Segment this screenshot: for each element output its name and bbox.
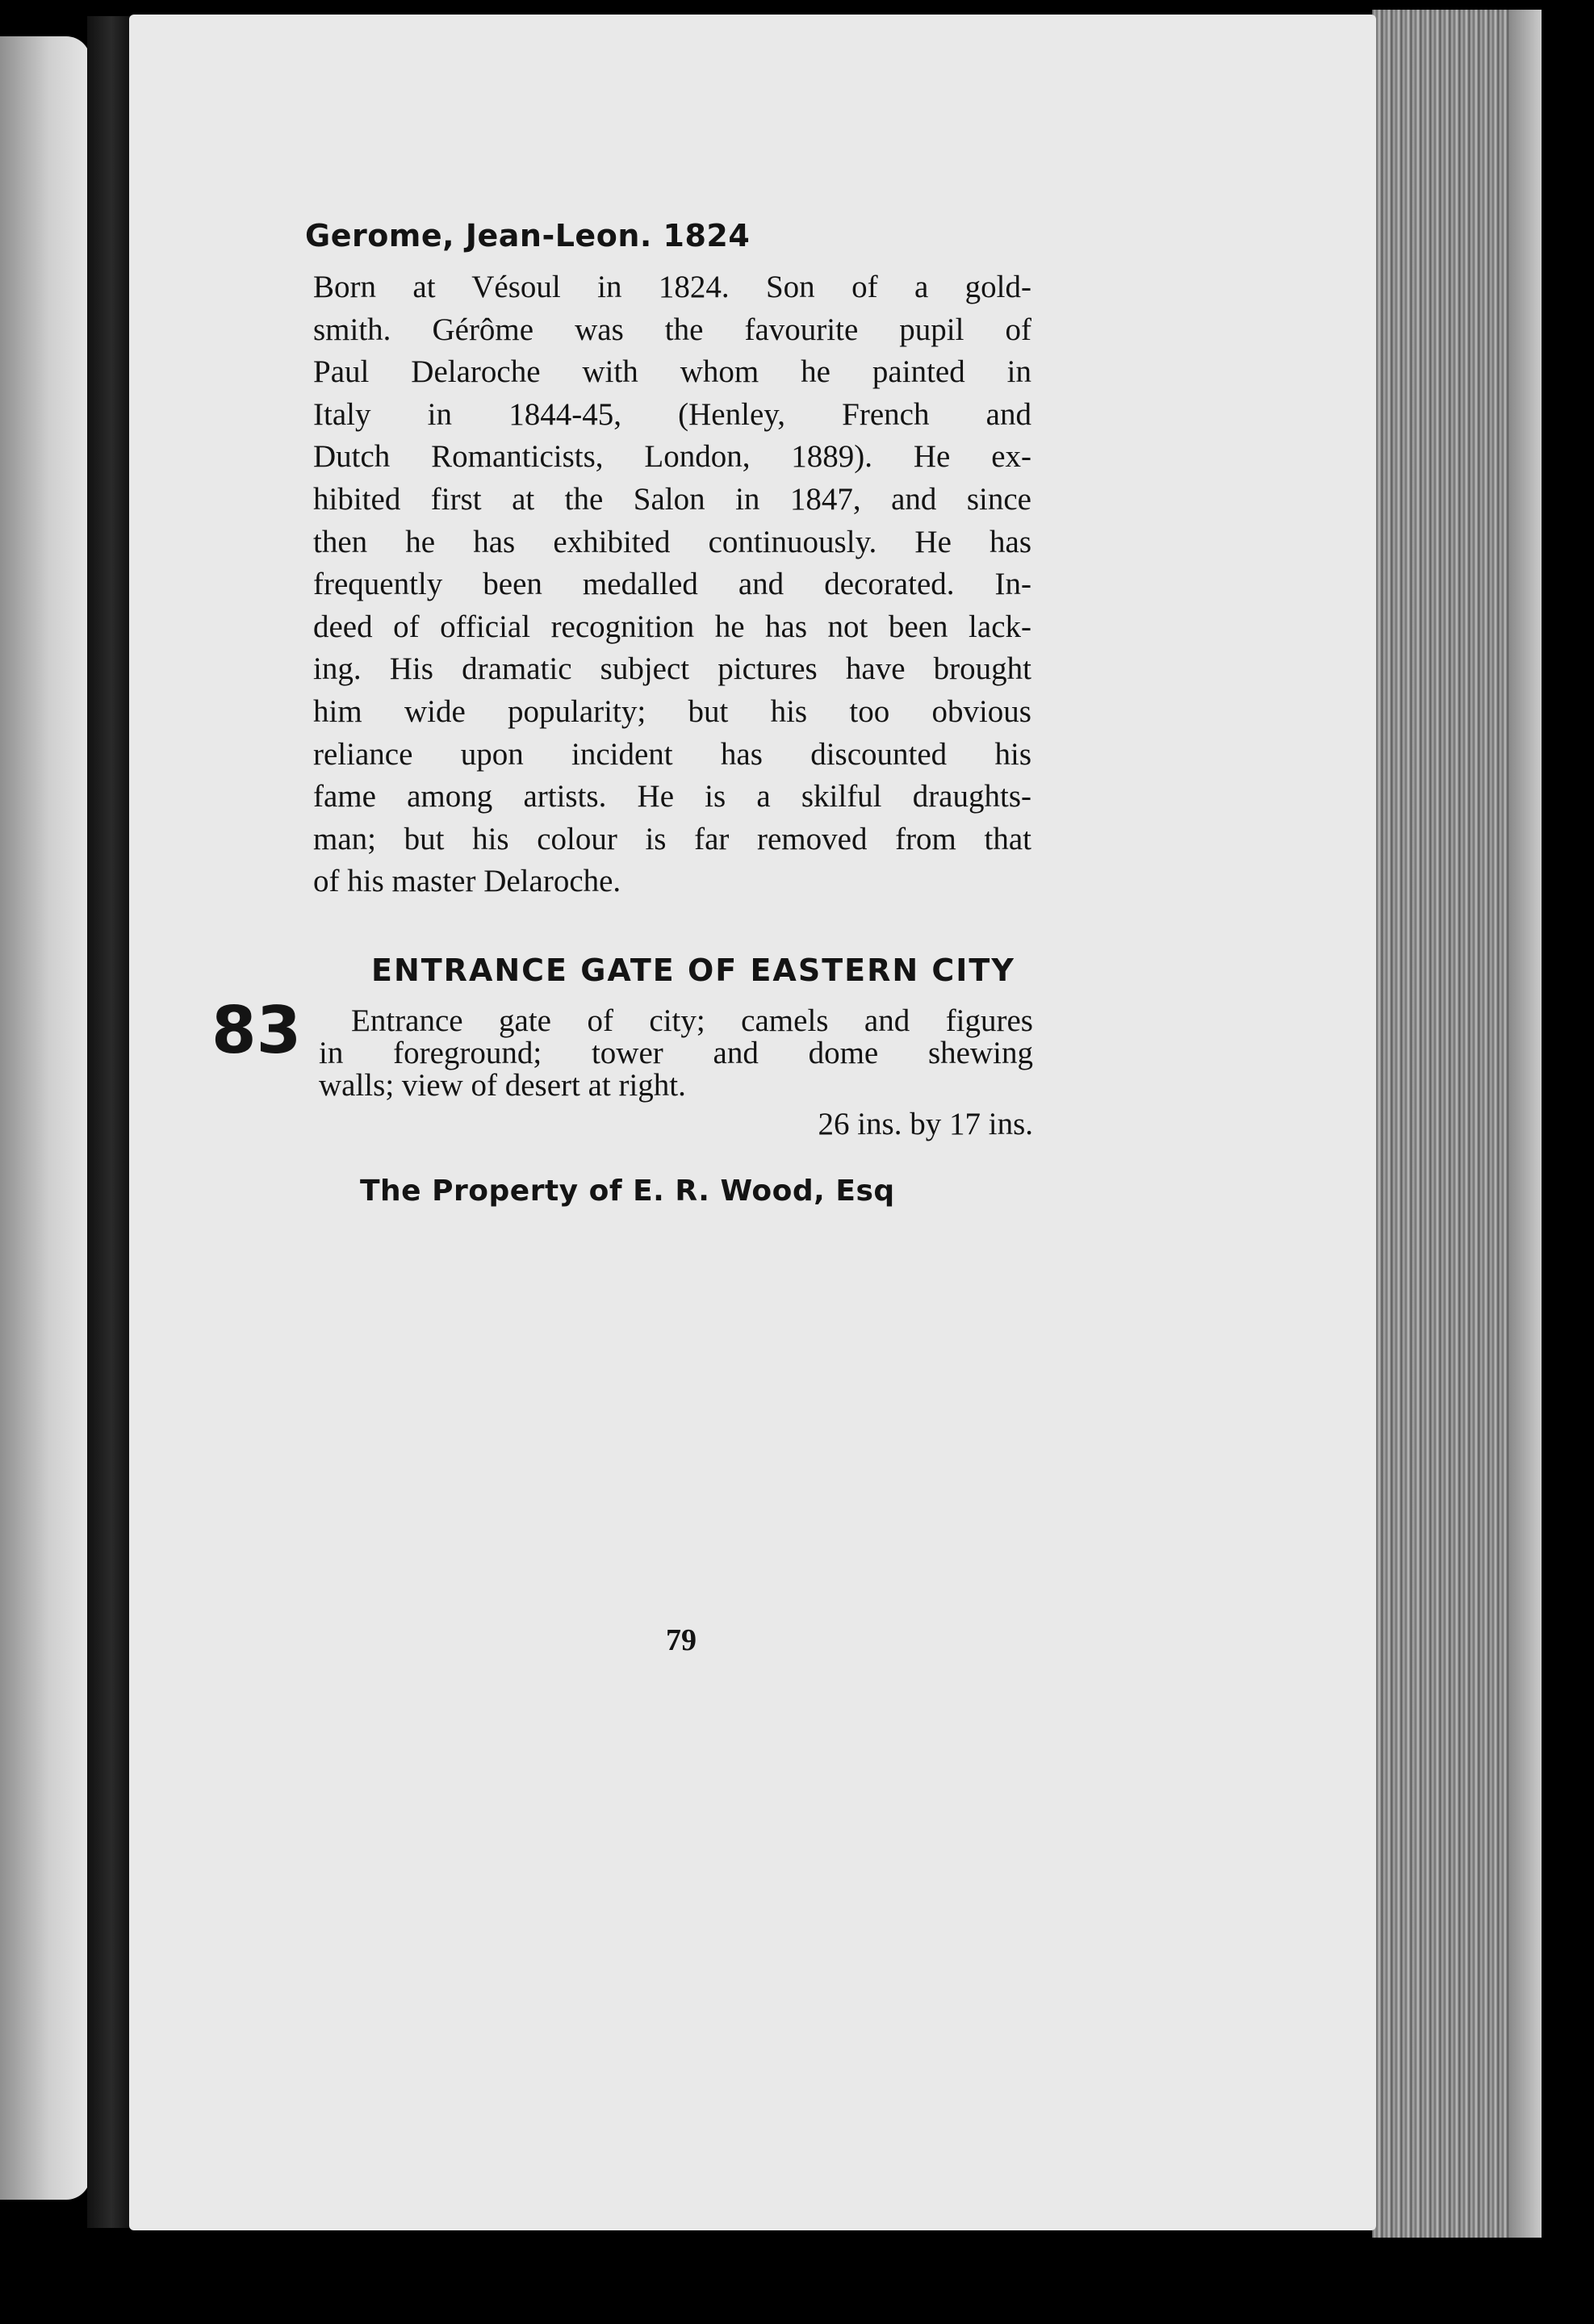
bio-line: him wide popularity; but his too obvious bbox=[313, 693, 1031, 729]
description-line: in foreground; tower and dome shewing bbox=[319, 1036, 1033, 1070]
bio-line: Dutch Romanticists, London, 1889). He ex- bbox=[313, 439, 1031, 475]
facing-page-edge bbox=[0, 36, 90, 2200]
lot-title: ENTRANCE GATE OF EASTERN CITY bbox=[371, 953, 1015, 988]
bio-line: deed of official recognition he has not been lack- bbox=[313, 609, 1031, 644]
description-line: Entrance gate of city; camels and figures bbox=[351, 1003, 1033, 1038]
bio-line: then he has exhibited continuously. He has bbox=[313, 524, 1031, 559]
artist-heading: Gerome, Jean-Leon. 1824 bbox=[305, 218, 751, 253]
lot-number: 83 bbox=[211, 993, 302, 1068]
lot-dimensions: 26 ins. by 17 ins. bbox=[818, 1107, 1033, 1141]
bio-line: fame among artists. He is a skilful draughts- bbox=[313, 779, 1031, 814]
bio-line: hibited first at the Salon in 1847, and since bbox=[313, 481, 1031, 517]
bio-line: Italy in 1844-45, (Henley, French and bbox=[313, 396, 1031, 432]
bio-line: man; but his colour is far removed from that bbox=[313, 821, 1031, 856]
lot-description bbox=[319, 1005, 1033, 1102]
bio-line: ing. His dramatic subject pictures have brought bbox=[313, 651, 1031, 687]
page-block-edge bbox=[1372, 10, 1542, 2238]
description-line: walls; view of desert at right. bbox=[319, 1068, 686, 1103]
artist-biography bbox=[313, 266, 1031, 903]
page-number: 79 bbox=[666, 1623, 697, 1657]
bio-line: of his master Delaroche. bbox=[313, 864, 621, 899]
lot-provenance: The Property of E. R. Wood, Esq bbox=[360, 1175, 895, 1208]
bio-line: Born at Vésoul in 1824. Son of a gold- bbox=[313, 270, 1031, 304]
bio-line: Paul Delaroche with whom he painted in bbox=[313, 354, 1031, 390]
bio-line: smith. Gérôme was the favourite pupil of bbox=[313, 312, 1031, 347]
book-gutter bbox=[87, 16, 136, 2228]
bio-line: frequently been medalled and decorated. In- bbox=[313, 567, 1031, 602]
bio-line: reliance upon incident has discounted his bbox=[313, 736, 1031, 772]
